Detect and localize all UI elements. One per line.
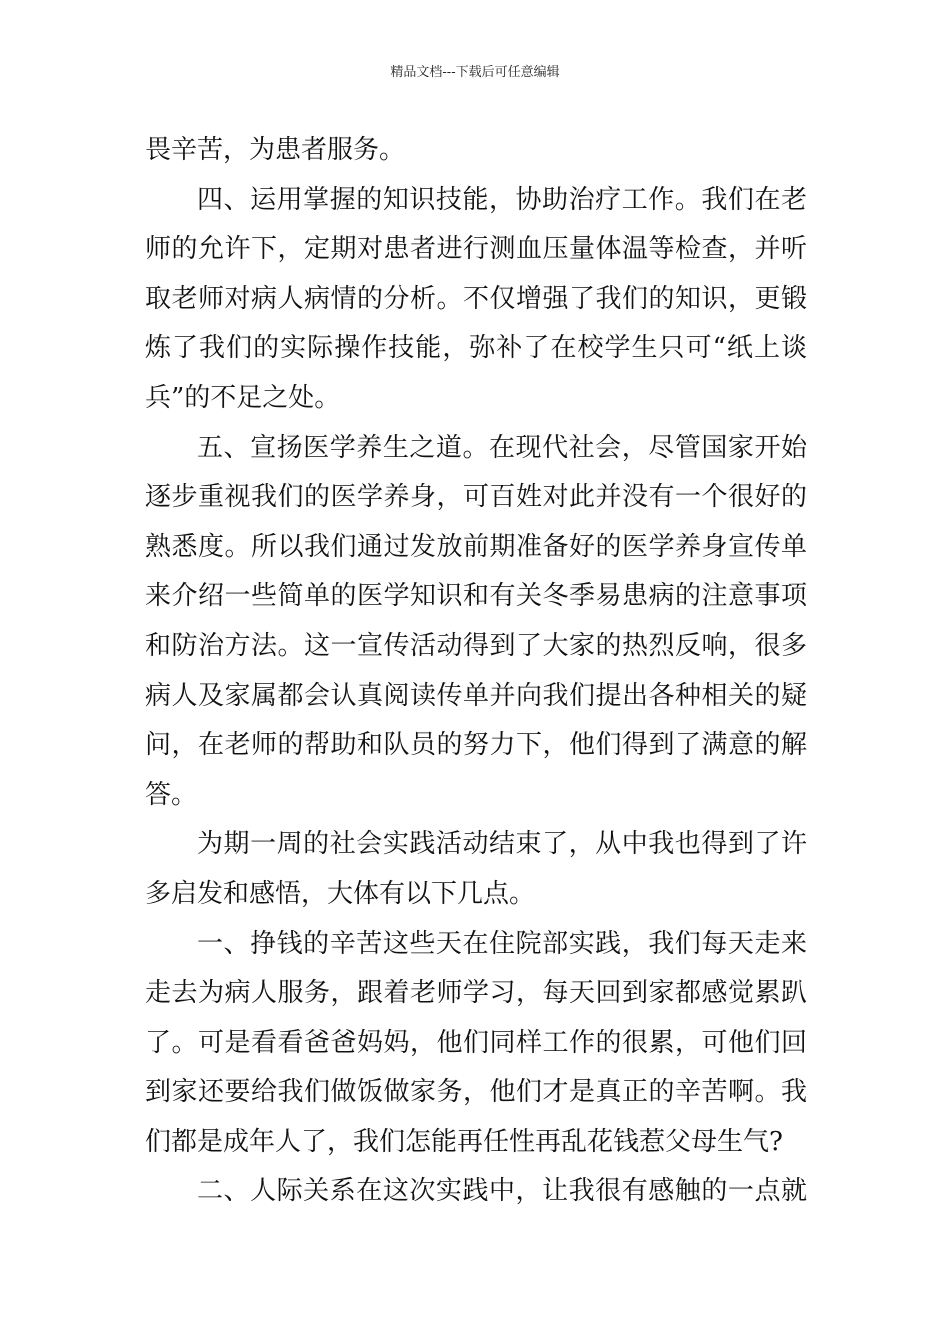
text-line: 炼了我们的实际操作技能，弥补了在校学生只可“纸上谈 [145,333,807,364]
text-line: 和防治方法。这一宣传活动得到了大家的热烈反响，很多 [145,630,807,661]
text-line: 答。 [145,779,198,810]
text-line: 多启发和感悟，大体有以下几点。 [145,878,536,909]
text-line: 病人及家属都会认真阅读传单并向我们提出各种相关的疑 [145,680,807,711]
paragraph-start-line: 五、宣扬医学养生之道。在现代社会，尽管国家开始 [197,432,807,463]
paragraph-start-line: 为期一周的社会实践活动结束了，从中我也得到了许 [197,829,807,860]
text-line: 了。可是看看爸爸妈妈，他们同样工作的很累，可他们回 [145,1027,807,1058]
text-line: 畏辛苦，为患者服务。 [145,135,406,165]
text-line: 逐步重视我们的医学养身，可百姓对此并没有一个很好的 [145,482,807,513]
text-line: 到家还要给我们做饭做家务，他们才是真正的辛苦啊。我 [145,1077,807,1108]
text-line: 问，在老师的帮助和队员的努力下，他们得到了满意的解 [145,730,807,761]
text-line: 熟悉度。所以我们通过发放前期准备好的医学养身宣传单 [145,531,807,562]
text-line: 走去为病人服务，跟着老师学习，每天回到家都感觉累趴 [145,978,807,1009]
paragraph-start-line: 二、人际关系在这次实践中，让我很有感触的一点就 [197,1176,807,1207]
text-line: 师的允许下，定期对患者进行测血压量体温等检查，并听 [145,234,807,265]
text-line: 取老师对病人病情的分析。不仅增强了我们的知识，更锻 [145,283,807,314]
text-line: 来介绍一些简单的医学知识和有关冬季易患病的注意事项 [145,581,807,612]
text-line: 们都是成年人了，我们怎能再任性再乱花钱惹父母生气? [145,1126,783,1157]
paragraph-start-line: 四、运用掌握的知识技能，协助治疗工作。我们在老 [197,184,807,215]
text-line: 兵”的不足之处。 [145,382,341,413]
document-body [145,126,807,1217]
page-header: 精品文档---下载后可任意编辑 [390,65,560,80]
paragraph-start-line: 一、挣钱的辛苦这些天在住院部实践，我们每天走来 [197,928,807,959]
